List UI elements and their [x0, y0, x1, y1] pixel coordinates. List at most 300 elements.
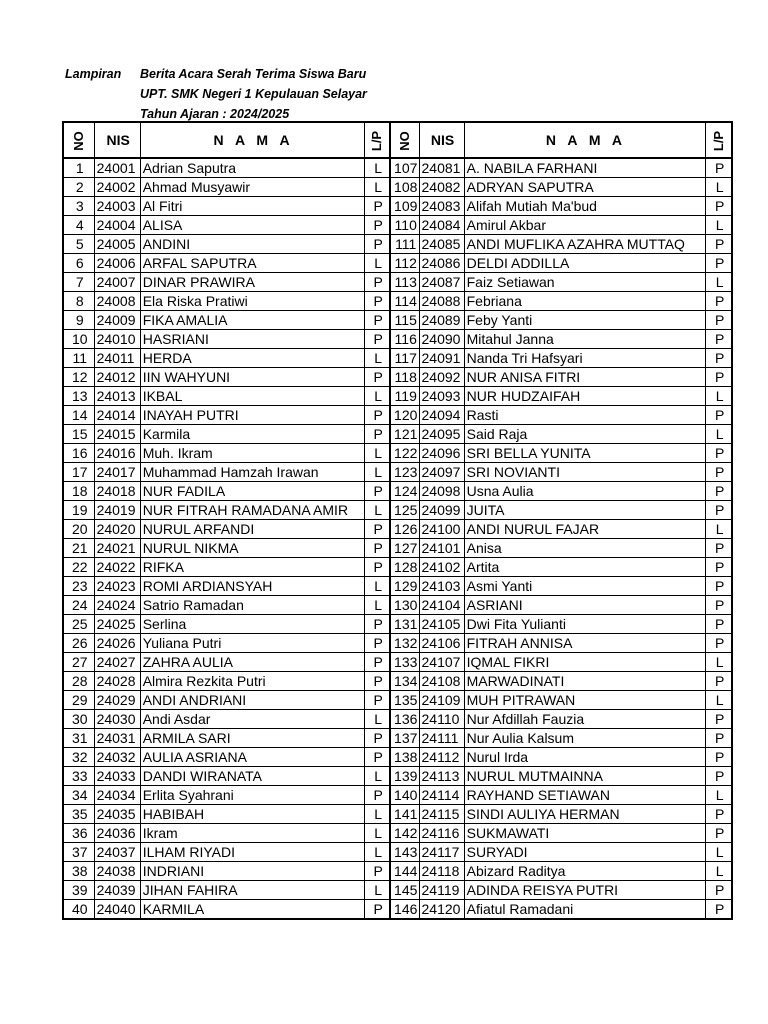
row-nama-left: ARFAL SAPUTRA	[140, 254, 365, 273]
row-no-left: 34	[63, 786, 94, 805]
table-row	[63, 463, 732, 482]
row-nama-right: ADINDA REISYA PUTRI	[464, 881, 706, 900]
row-nis-right: 24108	[419, 672, 464, 691]
row-no-left: 14	[63, 406, 94, 425]
row-lp-left: P	[365, 330, 390, 349]
row-no-left: 8	[63, 292, 94, 311]
row-no-right: 108	[390, 178, 419, 197]
row-nis-left: 24025	[94, 615, 140, 634]
row-lp-right: L	[706, 387, 732, 406]
row-no-right: 127	[390, 539, 419, 558]
row-lp-left: P	[365, 311, 390, 330]
row-nama-left: Serlina	[140, 615, 365, 634]
row-no-right: 123	[390, 463, 419, 482]
row-nama-right: Febriana	[464, 292, 706, 311]
row-no-right: 112	[390, 254, 419, 273]
row-nama-left: AULIA ASRIANA	[140, 748, 365, 767]
row-nis-right: 24103	[419, 577, 464, 596]
row-no-right: 113	[390, 273, 419, 292]
roster-body	[63, 158, 732, 919]
row-no-left: 24	[63, 596, 94, 615]
row-nis-left: 24031	[94, 729, 140, 748]
row-no-right: 137	[390, 729, 419, 748]
row-nama-right: Artita	[464, 558, 706, 577]
row-lp-right: P	[706, 330, 732, 349]
row-nama-left: NUR FADILA	[140, 482, 365, 501]
row-lp-right: P	[706, 349, 732, 368]
table-row	[63, 406, 732, 425]
col-header-nis-right: NIS	[419, 122, 464, 158]
table-row	[63, 748, 732, 767]
row-no-right: 116	[390, 330, 419, 349]
row-no-left: 20	[63, 520, 94, 539]
row-lp-left: P	[365, 292, 390, 311]
row-nis-right: 24117	[419, 843, 464, 862]
row-no-left: 31	[63, 729, 94, 748]
row-nama-right: Abizard Raditya	[464, 862, 706, 881]
table-row	[63, 691, 732, 710]
row-nama-left: JIHAN FAHIRA	[140, 881, 365, 900]
row-lp-right: L	[706, 273, 732, 292]
row-lp-right: L	[706, 520, 732, 539]
row-no-left: 36	[63, 824, 94, 843]
row-no-left: 6	[63, 254, 94, 273]
table-row	[63, 900, 732, 920]
row-nis-right: 24105	[419, 615, 464, 634]
col-header-lp-left: L/P	[365, 122, 390, 158]
col-header-nama-left: N A M A	[140, 122, 365, 158]
row-nama-right: SRI BELLA YUNITA	[464, 444, 706, 463]
row-nama-right: FITRAH ANNISA	[464, 634, 706, 653]
row-lp-right: L	[706, 691, 732, 710]
document-header	[65, 64, 367, 124]
row-no-left: 2	[63, 178, 94, 197]
row-nama-right: ANDI MUFLIKA AZAHRA MUTTAQ	[464, 235, 706, 254]
row-nama-left: Adrian Saputra	[140, 158, 365, 178]
row-nis-right: 24102	[419, 558, 464, 577]
row-nis-right: 24086	[419, 254, 464, 273]
row-no-left: 39	[63, 881, 94, 900]
row-nama-left: Yuliana Putri	[140, 634, 365, 653]
row-lp-left: P	[365, 862, 390, 881]
row-no-left: 30	[63, 710, 94, 729]
row-nama-left: KARMILA	[140, 900, 365, 920]
row-nama-right: IQMAL FIKRI	[464, 653, 706, 672]
row-nis-left: 24009	[94, 311, 140, 330]
row-nis-right: 24099	[419, 501, 464, 520]
row-no-right: 130	[390, 596, 419, 615]
row-nama-left: NUR FITRAH RAMADANA AMIR	[140, 501, 365, 520]
table-row	[63, 615, 732, 634]
row-nis-left: 24040	[94, 900, 140, 920]
row-nama-right: MARWADINATI	[464, 672, 706, 691]
row-nama-left: ROMI ARDIANSYAH	[140, 577, 365, 596]
row-nis-left: 24011	[94, 349, 140, 368]
row-nis-left: 24032	[94, 748, 140, 767]
row-nis-right: 24110	[419, 710, 464, 729]
row-no-left: 12	[63, 368, 94, 387]
school-name: UPT. SMK Negeri 1 Kepulauan Selayar	[140, 87, 367, 101]
row-nis-left: 24038	[94, 862, 140, 881]
table-row	[63, 387, 732, 406]
row-nis-left: 24014	[94, 406, 140, 425]
row-no-right: 143	[390, 843, 419, 862]
row-nis-right: 24087	[419, 273, 464, 292]
row-no-right: 142	[390, 824, 419, 843]
table-row	[63, 254, 732, 273]
row-lp-left: L	[365, 577, 390, 596]
table-row	[63, 311, 732, 330]
row-nis-left: 24024	[94, 596, 140, 615]
row-nama-right: Amirul Akbar	[464, 216, 706, 235]
row-nis-right: 24115	[419, 805, 464, 824]
row-nis-right: 24100	[419, 520, 464, 539]
row-nis-left: 24005	[94, 235, 140, 254]
row-nama-left: HABIBAH	[140, 805, 365, 824]
row-nama-right: SUKMAWATI	[464, 824, 706, 843]
row-nis-right: 24098	[419, 482, 464, 501]
row-no-right: 114	[390, 292, 419, 311]
row-nama-left: IIN WAHYUNI	[140, 368, 365, 387]
table-row	[63, 596, 732, 615]
row-nama-right: NUR HUDZAIFAH	[464, 387, 706, 406]
row-nama-left: DANDI WIRANATA	[140, 767, 365, 786]
row-no-left: 32	[63, 748, 94, 767]
row-lp-left: P	[365, 520, 390, 539]
row-lp-left: L	[365, 596, 390, 615]
row-lp-left: P	[365, 539, 390, 558]
row-lp-right: P	[706, 672, 732, 691]
row-no-right: 126	[390, 520, 419, 539]
row-nama-right: ADRYAN SAPUTRA	[464, 178, 706, 197]
row-nama-right: Said Raja	[464, 425, 706, 444]
row-nama-left: IKBAL	[140, 387, 365, 406]
table-row	[63, 178, 732, 197]
row-nama-right: ASRIANI	[464, 596, 706, 615]
row-nama-left: HERDA	[140, 349, 365, 368]
row-lp-left: P	[365, 729, 390, 748]
row-lp-right: P	[706, 311, 732, 330]
row-nama-left: INDRIANI	[140, 862, 365, 881]
table-row	[63, 805, 732, 824]
row-no-right: 140	[390, 786, 419, 805]
row-nama-left: ALISA	[140, 216, 365, 235]
table-row	[63, 292, 732, 311]
table-row	[63, 862, 732, 881]
document-title: Berita Acara Serah Terima Siswa Baru	[140, 67, 367, 81]
row-lp-left: P	[365, 672, 390, 691]
row-lp-left: P	[365, 786, 390, 805]
row-no-left: 37	[63, 843, 94, 862]
row-nis-left: 24012	[94, 368, 140, 387]
table-row	[63, 501, 732, 520]
row-lp-right: P	[706, 158, 732, 178]
row-nis-right: 24083	[419, 197, 464, 216]
table-row	[63, 444, 732, 463]
row-nis-left: 24018	[94, 482, 140, 501]
row-lp-right: L	[706, 216, 732, 235]
row-nama-right: Faiz Setiawan	[464, 273, 706, 292]
table-row	[63, 273, 732, 292]
row-lp-left: L	[365, 158, 390, 178]
row-nis-left: 24039	[94, 881, 140, 900]
academic-year: Tahun Ajaran : 2024/2025	[140, 107, 290, 121]
table-row	[63, 786, 732, 805]
row-nama-right: Nanda Tri Hafsyari	[464, 349, 706, 368]
row-no-right: 110	[390, 216, 419, 235]
row-no-right: 139	[390, 767, 419, 786]
row-nis-left: 24022	[94, 558, 140, 577]
row-lp-left: P	[365, 425, 390, 444]
row-nis-left: 24033	[94, 767, 140, 786]
row-nis-right: 24120	[419, 900, 464, 920]
row-lp-left: L	[365, 881, 390, 900]
row-nama-right: RAYHAND SETIAWAN	[464, 786, 706, 805]
row-nama-right: A. NABILA FARHANI	[464, 158, 706, 178]
row-nama-left: Muh. Ikram	[140, 444, 365, 463]
row-lp-left: L	[365, 843, 390, 862]
row-nis-right: 24091	[419, 349, 464, 368]
row-no-left: 26	[63, 634, 94, 653]
row-nama-left: NURUL ARFANDI	[140, 520, 365, 539]
row-nama-right: Nur Aulia Kalsum	[464, 729, 706, 748]
row-nama-left: ARMILA SARI	[140, 729, 365, 748]
row-nama-right: NURUL MUTMAINNA	[464, 767, 706, 786]
table-row	[63, 843, 732, 862]
row-nis-right: 24094	[419, 406, 464, 425]
row-no-right: 136	[390, 710, 419, 729]
row-lp-left: P	[365, 900, 390, 920]
row-no-right: 128	[390, 558, 419, 577]
row-nama-left: ILHAM RIYADI	[140, 843, 365, 862]
table-header-row	[63, 122, 732, 158]
row-nis-left: 24015	[94, 425, 140, 444]
row-lp-right: P	[706, 197, 732, 216]
row-lp-right: P	[706, 824, 732, 843]
student-roster-table	[62, 121, 733, 920]
row-nama-right: MUH PITRAWAN	[464, 691, 706, 710]
row-no-left: 23	[63, 577, 94, 596]
row-lp-right: L	[706, 425, 732, 444]
row-lp-right: P	[706, 254, 732, 273]
table-row	[63, 539, 732, 558]
row-nis-left: 24019	[94, 501, 140, 520]
row-no-left: 11	[63, 349, 94, 368]
row-no-right: 124	[390, 482, 419, 501]
row-no-left: 10	[63, 330, 94, 349]
row-no-right: 125	[390, 501, 419, 520]
row-lp-left: L	[365, 349, 390, 368]
row-lp-right: P	[706, 558, 732, 577]
row-lp-right: P	[706, 539, 732, 558]
row-nama-right: NUR ANISA FITRI	[464, 368, 706, 387]
row-nis-right: 24119	[419, 881, 464, 900]
row-nis-right: 24104	[419, 596, 464, 615]
table-row	[63, 158, 732, 178]
table-row	[63, 520, 732, 539]
row-nis-left: 24017	[94, 463, 140, 482]
table-row	[63, 558, 732, 577]
attachment-label: Lampiran	[65, 67, 122, 81]
row-nama-right: SRI NOVIANTI	[464, 463, 706, 482]
row-lp-right: P	[706, 292, 732, 311]
row-nis-right: 24111	[419, 729, 464, 748]
table-row	[63, 235, 732, 254]
row-nama-left: Almira Rezkita Putri	[140, 672, 365, 691]
table-row	[63, 482, 732, 501]
row-nis-right: 24097	[419, 463, 464, 482]
table-row	[63, 349, 732, 368]
row-nis-left: 24036	[94, 824, 140, 843]
row-no-right: 135	[390, 691, 419, 710]
col-header-no-right: NO	[390, 122, 419, 158]
row-no-right: 118	[390, 368, 419, 387]
row-nama-left: ANDINI	[140, 235, 365, 254]
row-lp-left: P	[365, 368, 390, 387]
table-row	[63, 824, 732, 843]
row-lp-left: P	[365, 273, 390, 292]
row-lp-left: L	[365, 444, 390, 463]
row-nama-left: Satrio Ramadan	[140, 596, 365, 615]
row-lp-left: L	[365, 463, 390, 482]
row-nama-right: Mitahul Janna	[464, 330, 706, 349]
row-lp-left: P	[365, 558, 390, 577]
row-lp-right: P	[706, 482, 732, 501]
row-nis-right: 24118	[419, 862, 464, 881]
row-lp-right: P	[706, 767, 732, 786]
row-lp-right: P	[706, 463, 732, 482]
row-no-right: 111	[390, 235, 419, 254]
table-row	[63, 653, 732, 672]
row-no-left: 17	[63, 463, 94, 482]
row-nis-left: 24006	[94, 254, 140, 273]
table-row	[63, 368, 732, 387]
row-nama-right: Usna Aulia	[464, 482, 706, 501]
row-nis-right: 24082	[419, 178, 464, 197]
row-nis-left: 24004	[94, 216, 140, 235]
row-nama-right: Rasti	[464, 406, 706, 425]
table-row	[63, 672, 732, 691]
row-no-left: 18	[63, 482, 94, 501]
row-nis-right: 24089	[419, 311, 464, 330]
table-row	[63, 577, 732, 596]
row-no-left: 19	[63, 501, 94, 520]
row-no-left: 38	[63, 862, 94, 881]
row-nis-right: 24081	[419, 158, 464, 178]
row-nis-right: 24088	[419, 292, 464, 311]
row-lp-left: L	[365, 824, 390, 843]
row-no-left: 25	[63, 615, 94, 634]
row-nis-right: 24092	[419, 368, 464, 387]
row-no-right: 131	[390, 615, 419, 634]
row-nis-right: 24114	[419, 786, 464, 805]
row-no-right: 145	[390, 881, 419, 900]
row-nis-left: 24023	[94, 577, 140, 596]
row-nis-right: 24109	[419, 691, 464, 710]
row-no-left: 33	[63, 767, 94, 786]
row-no-left: 22	[63, 558, 94, 577]
col-header-no-left: NO	[63, 122, 94, 158]
row-nama-left: Karmila	[140, 425, 365, 444]
row-no-right: 132	[390, 634, 419, 653]
row-nis-right: 24113	[419, 767, 464, 786]
row-nama-left: Andi Asdar	[140, 710, 365, 729]
row-lp-left: L	[365, 387, 390, 406]
row-lp-left: P	[365, 634, 390, 653]
row-no-right: 144	[390, 862, 419, 881]
row-no-left: 13	[63, 387, 94, 406]
row-lp-left: P	[365, 235, 390, 254]
row-nama-right: Dwi Fita Yulianti	[464, 615, 706, 634]
row-no-right: 109	[390, 197, 419, 216]
row-nis-left: 24030	[94, 710, 140, 729]
row-nis-left: 24010	[94, 330, 140, 349]
row-nama-right: Asmi Yanti	[464, 577, 706, 596]
row-lp-left: P	[365, 748, 390, 767]
row-nama-left: DINAR PRAWIRA	[140, 273, 365, 292]
row-lp-left: L	[365, 501, 390, 520]
row-no-left: 40	[63, 900, 94, 920]
row-nis-left: 24020	[94, 520, 140, 539]
row-no-left: 21	[63, 539, 94, 558]
row-nis-left: 24029	[94, 691, 140, 710]
table-row	[63, 330, 732, 349]
row-no-right: 120	[390, 406, 419, 425]
row-no-right: 134	[390, 672, 419, 691]
row-nama-right: DELDI ADDILLA	[464, 254, 706, 273]
row-nis-left: 24016	[94, 444, 140, 463]
table-row	[63, 197, 732, 216]
row-nama-right: SURYADI	[464, 843, 706, 862]
row-nama-right: Afiatul Ramadani	[464, 900, 706, 920]
row-no-right: 129	[390, 577, 419, 596]
row-nama-left: Ikram	[140, 824, 365, 843]
row-lp-left: P	[365, 691, 390, 710]
row-lp-right: P	[706, 235, 732, 254]
row-nama-right: SINDI AULIYA HERMAN	[464, 805, 706, 824]
row-lp-right: P	[706, 596, 732, 615]
row-lp-left: L	[365, 805, 390, 824]
table-row	[63, 216, 732, 235]
row-nis-left: 24035	[94, 805, 140, 824]
row-no-left: 7	[63, 273, 94, 292]
row-nama-left: Ahmad Musyawir	[140, 178, 365, 197]
row-lp-right: P	[706, 748, 732, 767]
row-lp-left: P	[365, 653, 390, 672]
row-lp-right: P	[706, 501, 732, 520]
row-no-left: 5	[63, 235, 94, 254]
row-nama-right: ANDI NURUL FAJAR	[464, 520, 706, 539]
table-row	[63, 710, 732, 729]
row-nama-right: Nurul Irda	[464, 748, 706, 767]
row-nis-right: 24093	[419, 387, 464, 406]
table-row	[63, 425, 732, 444]
row-lp-left: L	[365, 254, 390, 273]
row-lp-right: P	[706, 577, 732, 596]
row-no-right: 138	[390, 748, 419, 767]
row-nis-right: 24106	[419, 634, 464, 653]
row-nis-right: 24090	[419, 330, 464, 349]
row-nama-left: Ela Riska Pratiwi	[140, 292, 365, 311]
row-nis-left: 24002	[94, 178, 140, 197]
table-row	[63, 634, 732, 653]
row-lp-right: P	[706, 805, 732, 824]
row-no-right: 133	[390, 653, 419, 672]
row-nama-left: INAYAH PUTRI	[140, 406, 365, 425]
row-nama-right: JUITA	[464, 501, 706, 520]
table-row	[63, 881, 732, 900]
row-lp-left: L	[365, 767, 390, 786]
